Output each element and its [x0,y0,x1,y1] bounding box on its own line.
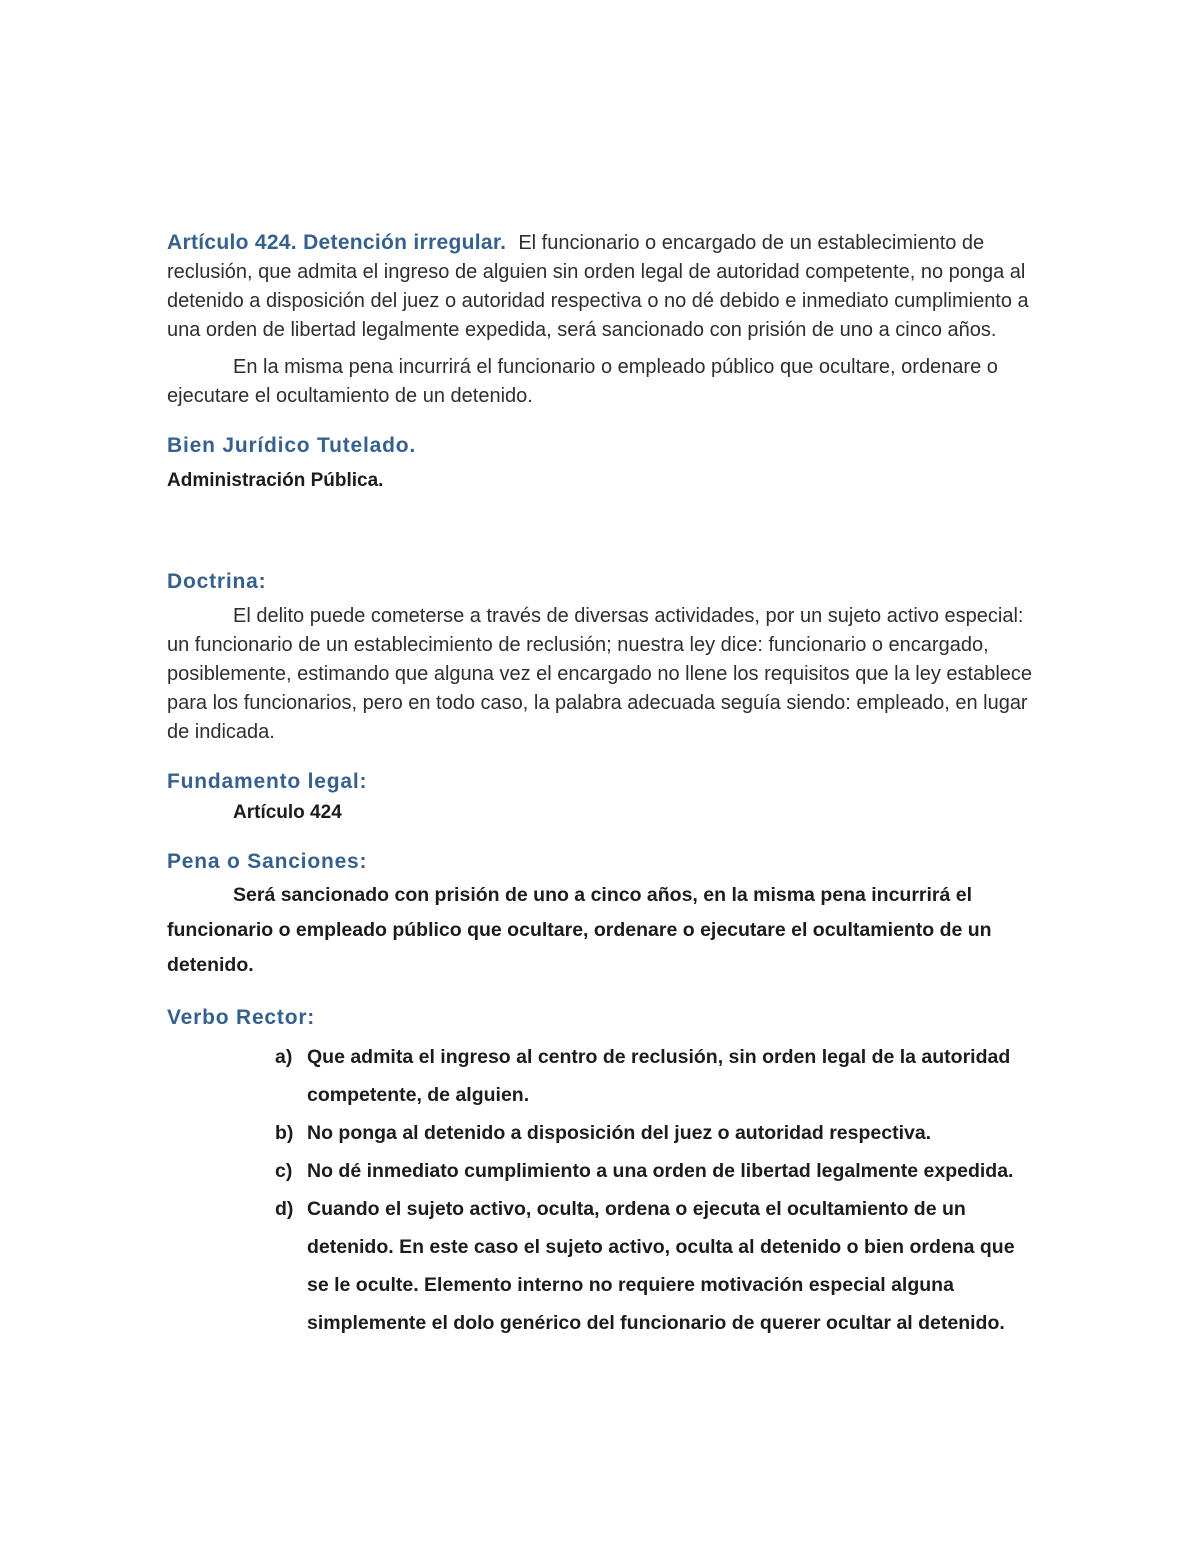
list-item [167,1190,1033,1342]
list-item-text: Cuando el sujeto activo, oculta, ordena o ejecuta el ocultamiento de un detenido. En este caso el sujeto activo, oculta al detenido o bien ordena que se le oculte. Elemento interno no requiere motivación especial alguna simplemente el dolo genérico del funcionario de querer ocultar al detenido. [307,1198,1015,1334]
pena-sanciones-body: Será sancionado con prisión de uno a cinco años, en la misma pena incurrirá el funcionario o empleado público que ocultare, ordenare o ejecutare el ocultamiento de un detenido. [167,884,992,976]
article-paragraph-1-text: El funcionario o encargado de un establecimiento de reclusión, que admita el ingreso de alguien sin orden legal de autoridad competente, no ponga al detenido a disposición del juez o autoridad respectiva o no dé debido e inmediato cumplimiento a una orden de libertad legalmente expedida, será sancionado con prisión de uno a cinco años. [167,232,1029,341]
list-item [167,1152,1033,1190]
pena-sanciones-heading: Pena o Sanciones: [167,850,368,873]
doctrina-body: El delito puede cometerse a través de diversas actividades, por un sujeto activo especial: un funcionario de un establecimiento de reclusión; nuestra ley dice: funcionario o encargado, posiblemente, estimando que alguna vez el encargado no llene los requisitos que la ley establece para los funcionarios, pero en todo caso, la palabra adecuada seguía siendo: empleado, en lugar de indicada. [167,605,1033,743]
verbo-rector-list [167,1038,1033,1342]
list-item [167,1114,1033,1152]
list-item-text: No ponga al detenido a disposición del juez o autoridad respectiva. [307,1122,932,1144]
article-paragraph-2: En la misma pena incurrirá el funcionario o empleado público que ocultare, ordenare o ejecutare el ocultamiento de un detenido. [167,356,998,407]
list-item-marker: b) [275,1122,294,1144]
list-item-marker: a) [275,1046,293,1068]
list-item [167,1038,1033,1114]
article-paragraph-1 [167,228,1033,345]
list-item-text: No dé inmediato cumplimiento a una orden de libertad legalmente expedida. [307,1160,1014,1182]
fundamento-legal-heading: Fundamento legal: [167,770,368,793]
doctrina-heading: Doctrina: [167,570,267,593]
article-title: Artículo 424. Detención irregular. [167,231,507,254]
fundamento-legal-body: Artículo 424 [233,802,342,823]
list-item-text: Que admita el ingreso al centro de reclusión, sin orden legal de la autoridad competente, de alguien. [307,1046,1011,1106]
verbo-rector-heading: Verbo Rector: [167,1006,316,1029]
list-item-marker: d) [275,1198,294,1220]
bien-juridico-body: Administración Pública. [167,470,384,491]
list-item-marker: c) [275,1160,293,1182]
bien-juridico-heading: Bien Jurídico Tutelado. [167,434,417,457]
